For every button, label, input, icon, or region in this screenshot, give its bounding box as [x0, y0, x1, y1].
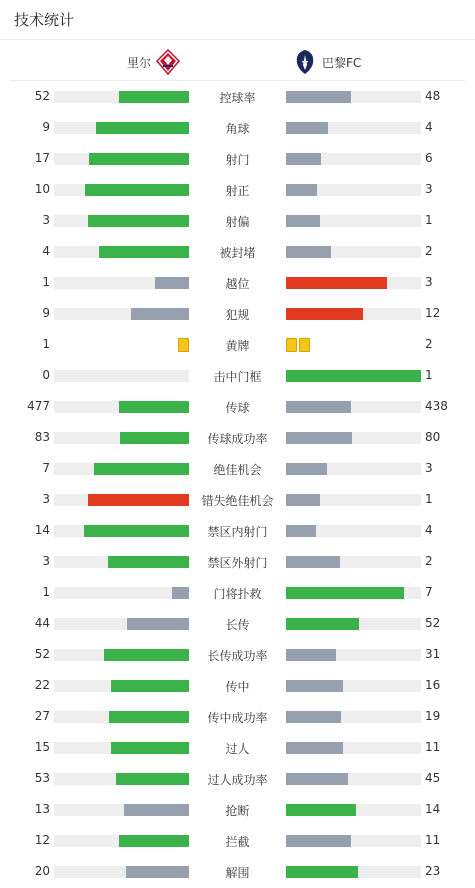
away-stat-bar — [286, 618, 359, 630]
away-stat-bar — [286, 835, 351, 847]
away-stat-bar-track — [286, 835, 421, 847]
away-stat-value: 1 — [425, 213, 433, 227]
home-stat-bar — [119, 91, 189, 103]
away-stat-value: 2 — [425, 244, 433, 258]
stat-row — [0, 273, 475, 293]
section-header — [0, 0, 475, 40]
away-stat-bar — [286, 463, 327, 475]
home-stat-value: 1 — [42, 337, 50, 351]
away-stat-bar-track — [286, 494, 421, 506]
stat-row — [0, 583, 475, 603]
home-stat-bar-track — [54, 835, 189, 847]
home-stat-bar — [96, 122, 189, 134]
away-stat-value: 4 — [425, 120, 433, 134]
away-stat-bar-track — [286, 153, 421, 165]
stat-label: 击中门框 — [213, 370, 262, 384]
home-stat-bar-track — [54, 246, 189, 258]
home-stat-bar-track — [54, 370, 189, 382]
home-stat-value: 1 — [42, 585, 50, 599]
stat-row — [0, 645, 475, 665]
stat-label: 射偏 — [225, 215, 250, 229]
home-stat-bar-track — [54, 122, 189, 134]
home-stat-bar — [126, 866, 189, 878]
away-stat-bar — [286, 649, 336, 661]
stat-row — [0, 831, 475, 851]
away-stat-value: 31 — [425, 647, 441, 661]
home-stat-bar — [155, 277, 189, 289]
stat-row — [0, 366, 475, 386]
away-stat-value: 438 — [425, 399, 448, 413]
stat-row — [0, 428, 475, 448]
home-stat-value: 15 — [34, 740, 50, 754]
home-stat-bar — [119, 401, 189, 413]
away-stat-bar — [286, 804, 356, 816]
away-stat-bar-track — [286, 587, 421, 599]
stat-label: 拦截 — [225, 835, 250, 849]
stat-row — [0, 769, 475, 789]
stat-label: 射门 — [225, 153, 250, 167]
stat-label: 抢断 — [225, 804, 250, 818]
paris-fc-crest-icon — [292, 49, 318, 75]
home-stat-bar-track — [54, 277, 189, 289]
home-stat-bar — [84, 525, 189, 537]
away-stat-bar-track — [286, 370, 421, 382]
stat-label: 禁区内射门 — [207, 525, 268, 539]
away-stat-value: 1 — [425, 492, 433, 506]
stat-label: 门将扑救 — [213, 587, 262, 601]
away-stat-value: 12 — [425, 306, 441, 320]
away-stat-bar-track — [286, 525, 421, 537]
home-stat-bar — [172, 587, 189, 599]
home-stat-bar — [89, 153, 189, 165]
away-stat-bar — [286, 308, 363, 320]
home-stat-value: 3 — [42, 213, 50, 227]
away-stat-bar — [286, 711, 341, 723]
home-stat-bar — [104, 649, 189, 661]
home-stat-value: 3 — [42, 492, 50, 506]
away-stat-bar — [286, 122, 328, 134]
home-stat-bar — [88, 494, 189, 506]
away-stat-bar — [286, 91, 351, 103]
stat-label: 射正 — [225, 184, 250, 198]
home-team-name: 里尔 — [126, 55, 151, 70]
home-stat-value: 9 — [42, 306, 50, 320]
home-stat-bar — [127, 618, 189, 630]
home-stat-value: 9 — [42, 120, 50, 134]
away-stat-bar — [286, 153, 321, 165]
stat-label: 绝佳机会 — [213, 463, 262, 477]
away-stat-bar-track — [286, 308, 421, 320]
teams-header — [10, 41, 465, 81]
stat-row — [0, 459, 475, 479]
home-stat-bar-track — [54, 494, 189, 506]
away-stat-bar — [286, 370, 421, 382]
stat-label: 传球 — [225, 401, 250, 415]
stat-label: 过人 — [225, 742, 250, 756]
home-stat-bar-track — [54, 866, 189, 878]
away-yellow-cards — [286, 338, 312, 352]
away-stat-bar-track — [286, 215, 421, 227]
home-stat-bar — [111, 742, 189, 754]
away-stat-value: 4 — [425, 523, 433, 537]
home-yellow-cards — [176, 338, 189, 352]
away-stat-value: 2 — [425, 554, 433, 568]
stat-row — [0, 707, 475, 727]
stat-label: 长传成功率 — [207, 649, 268, 663]
away-stat-value: 48 — [425, 89, 441, 103]
stat-row — [0, 335, 475, 355]
stat-row — [0, 149, 475, 169]
away-stat-bar-track — [286, 556, 421, 568]
away-stat-bar — [286, 773, 348, 785]
away-stat-value: 80 — [425, 430, 441, 444]
away-stat-bar-track — [286, 804, 421, 816]
home-stat-bar-track — [54, 711, 189, 723]
home-stat-bar — [85, 184, 189, 196]
home-stat-bar — [94, 463, 189, 475]
section-title: 技术统计 — [14, 11, 75, 29]
home-stat-bar — [111, 680, 189, 692]
away-stat-bar — [286, 680, 343, 692]
home-stat-value: 10 — [34, 182, 50, 196]
home-stat-value: 13 — [34, 802, 50, 816]
stat-row — [0, 304, 475, 324]
home-stat-bar-track — [54, 680, 189, 692]
stat-row — [0, 397, 475, 417]
stat-row — [0, 676, 475, 696]
home-stat-value: 20 — [34, 864, 50, 878]
home-stat-value: 53 — [34, 771, 50, 785]
stat-row — [0, 862, 475, 882]
home-stat-bar — [131, 308, 189, 320]
stat-label: 黄牌 — [225, 339, 250, 353]
stat-label: 传中成功率 — [207, 711, 268, 725]
away-stat-bar-track — [286, 773, 421, 785]
away-stat-bar-track — [286, 91, 421, 103]
stat-row — [0, 211, 475, 231]
stat-label: 控球率 — [219, 91, 256, 105]
away-stat-bar — [286, 556, 340, 568]
away-stat-bar — [286, 277, 387, 289]
stat-row — [0, 552, 475, 572]
stat-label: 被封堵 — [219, 246, 256, 260]
stat-row — [0, 180, 475, 200]
home-stat-bar — [119, 835, 189, 847]
stat-row — [0, 242, 475, 262]
stat-row — [0, 87, 475, 107]
home-stat-bar-track — [54, 649, 189, 661]
home-stat-bar-track — [54, 184, 189, 196]
away-stat-value: 16 — [425, 678, 441, 692]
home-stat-value: 22 — [34, 678, 50, 692]
away-stat-bar-track — [286, 711, 421, 723]
home-stat-bar-track — [54, 773, 189, 785]
home-stat-value: 3 — [42, 554, 50, 568]
away-stat-bar — [286, 494, 320, 506]
away-stat-value: 11 — [425, 833, 441, 847]
home-stat-value: 477 — [27, 399, 50, 413]
stat-label: 越位 — [225, 277, 250, 291]
away-stat-bar-track — [286, 246, 421, 258]
home-stat-bar-track — [54, 91, 189, 103]
home-stat-bar-track — [54, 804, 189, 816]
away-stat-bar-track — [286, 401, 421, 413]
away-stat-value: 52 — [425, 616, 441, 630]
away-stat-bar — [286, 246, 331, 258]
home-stat-value: 14 — [34, 523, 50, 537]
away-stat-bar — [286, 432, 352, 444]
home-stat-value: 27 — [34, 709, 50, 723]
away-stat-bar — [286, 587, 404, 599]
away-stat-bar — [286, 742, 343, 754]
home-stat-value: 83 — [34, 430, 50, 444]
yellow-card-icon — [299, 338, 310, 352]
away-stat-bar-track — [286, 122, 421, 134]
away-stat-value: 45 — [425, 771, 441, 785]
stat-row — [0, 800, 475, 820]
away-team-name: 巴黎FC — [322, 55, 362, 70]
home-stat-bar-track — [54, 432, 189, 444]
home-stat-value: 52 — [34, 647, 50, 661]
home-stat-bar-track — [54, 618, 189, 630]
yellow-card-icon — [286, 338, 297, 352]
home-stat-bar-track — [54, 556, 189, 568]
lille-crest-icon — [155, 49, 181, 75]
away-stat-value: 1 — [425, 368, 433, 382]
stat-label: 传球成功率 — [207, 432, 268, 446]
away-stat-bar — [286, 184, 317, 196]
stat-label: 角球 — [225, 122, 250, 136]
stat-row — [0, 521, 475, 541]
stat-row — [0, 614, 475, 634]
home-stat-value: 0 — [42, 368, 50, 382]
stat-label: 错失绝佳机会 — [201, 494, 274, 508]
home-stat-value: 52 — [34, 89, 50, 103]
away-stat-bar-track — [286, 277, 421, 289]
away-stat-value: 23 — [425, 864, 441, 878]
away-stat-bar-track — [286, 184, 421, 196]
away-stat-value: 3 — [425, 461, 433, 475]
home-stat-bar-track — [54, 587, 189, 599]
away-team[interactable] — [292, 49, 361, 75]
away-stat-value: 6 — [425, 151, 433, 165]
away-stat-value: 7 — [425, 585, 433, 599]
stat-label: 犯规 — [225, 308, 250, 322]
away-stat-bar-track — [286, 432, 421, 444]
home-stat-value: 44 — [34, 616, 50, 630]
home-stat-value: 4 — [42, 244, 50, 258]
away-stat-bar-track — [286, 742, 421, 754]
stat-row — [0, 118, 475, 138]
away-stat-value: 3 — [425, 182, 433, 196]
home-stat-bar — [88, 215, 189, 227]
stat-row — [0, 490, 475, 510]
home-stat-bar-track — [54, 401, 189, 413]
stat-label: 长传 — [225, 618, 250, 632]
away-stat-bar — [286, 215, 320, 227]
home-team[interactable] — [127, 49, 181, 75]
away-stat-value: 3 — [425, 275, 433, 289]
home-stat-bar-track — [54, 215, 189, 227]
home-stat-value: 7 — [42, 461, 50, 475]
stat-row — [0, 738, 475, 758]
away-stat-bar-track — [286, 649, 421, 661]
home-stat-value: 1 — [42, 275, 50, 289]
home-stat-value: 17 — [34, 151, 50, 165]
home-stat-bar — [124, 804, 189, 816]
away-stat-bar — [286, 866, 358, 878]
home-stat-value: 12 — [34, 833, 50, 847]
home-stat-bar — [108, 556, 189, 568]
stat-label: 过人成功率 — [207, 773, 268, 787]
home-stat-bar-track — [54, 742, 189, 754]
home-stat-bar-track — [54, 308, 189, 320]
away-stat-value: 19 — [425, 709, 441, 723]
away-stat-value: 11 — [425, 740, 441, 754]
away-stat-bar-track — [286, 618, 421, 630]
away-stat-bar — [286, 525, 316, 537]
away-stat-value: 2 — [425, 337, 433, 351]
home-stat-bar — [120, 432, 189, 444]
home-stat-bar-track — [54, 463, 189, 475]
yellow-card-icon — [178, 338, 189, 352]
home-stat-bar — [109, 711, 189, 723]
home-stat-bar-track — [54, 153, 189, 165]
stat-label: 解围 — [225, 866, 250, 880]
stat-label: 传中 — [225, 680, 250, 694]
away-stat-bar-track — [286, 680, 421, 692]
home-stat-bar — [99, 246, 189, 258]
away-stat-bar-track — [286, 463, 421, 475]
away-stat-bar-track — [286, 866, 421, 878]
home-stat-bar-track — [54, 525, 189, 537]
away-stat-value: 14 — [425, 802, 441, 816]
stat-label: 禁区外射门 — [207, 556, 268, 570]
home-stat-bar — [116, 773, 189, 785]
away-stat-bar — [286, 401, 351, 413]
